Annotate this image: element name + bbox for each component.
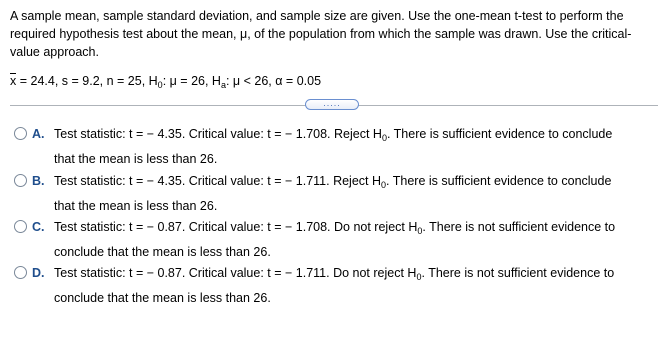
radio-button-d[interactable] xyxy=(14,266,27,279)
option-text-post: . There is not sufficient evidence to xyxy=(422,220,616,234)
option-letter: A. xyxy=(32,127,45,141)
h0-subscript: 0 xyxy=(417,226,423,236)
given-stats: = 24.4, s = 9.2, n = 25, H xyxy=(16,74,158,88)
h0-subscript: 0 xyxy=(381,180,387,190)
h0-subscript: 0 xyxy=(381,133,387,143)
given-values xyxy=(10,72,321,94)
option-line-1 xyxy=(54,171,654,196)
h0-subscript: 0 xyxy=(157,80,163,90)
option-line-2: that the mean is less than 26. xyxy=(54,152,218,166)
option-line-2: conclude that the mean is less than 26. xyxy=(54,291,271,305)
option-text xyxy=(54,217,654,263)
option-text-post: . There is sufficient evidence to conclude xyxy=(386,127,613,141)
option-text-pre: Test statistic: t = − 0.87. Critical value: t = − 1.711. Do not reject H xyxy=(54,266,417,280)
option-line-1 xyxy=(54,124,654,149)
option-text xyxy=(54,263,654,309)
null-hypothesis: : μ = 26, H xyxy=(162,74,221,88)
question-text: A sample mean, sample standard deviation, and sample size are given. Use the one-mean t-test to perform the required hypothesis test about the mean, μ, of the population from which the sample was drawn. Use the critical-value approach. xyxy=(10,9,632,59)
option-letter: B. xyxy=(32,174,45,188)
expand-button[interactable]: ..... xyxy=(305,99,359,110)
radio-button-c[interactable] xyxy=(14,220,27,233)
ha-subscript: a xyxy=(220,80,226,90)
option-letter: C. xyxy=(32,220,45,234)
option-text-post: . There is sufficient evidence to conclude xyxy=(386,174,612,188)
option-text-pre: Test statistic: t = − 4.35. Critical value: t = − 1.708. Reject H xyxy=(54,127,382,141)
option-text-post: . There is not sufficient evidence to xyxy=(421,266,615,280)
option-line-1 xyxy=(54,263,654,288)
xbar-symbol: x xyxy=(10,74,17,88)
option-text xyxy=(54,124,654,170)
radio-button-a[interactable] xyxy=(14,127,27,140)
radio-button-b[interactable] xyxy=(14,174,27,187)
option-line-2: conclude that the mean is less than 26. xyxy=(54,245,271,259)
option-text-pre: Test statistic: t = − 4.35. Critical value: t = − 1.711. Reject H xyxy=(54,174,382,188)
option-line-2: that the mean is less than 26. xyxy=(54,199,218,213)
option-line-1 xyxy=(54,217,654,242)
alternative-hypothesis: : μ < 26, α = 0.05 xyxy=(225,74,322,88)
h0-subscript: 0 xyxy=(416,272,422,282)
option-letter: D. xyxy=(32,266,45,280)
option-text-pre: Test statistic: t = − 0.87. Critical value: t = − 1.708. Do not reject H xyxy=(54,220,418,234)
option-text xyxy=(54,171,654,217)
